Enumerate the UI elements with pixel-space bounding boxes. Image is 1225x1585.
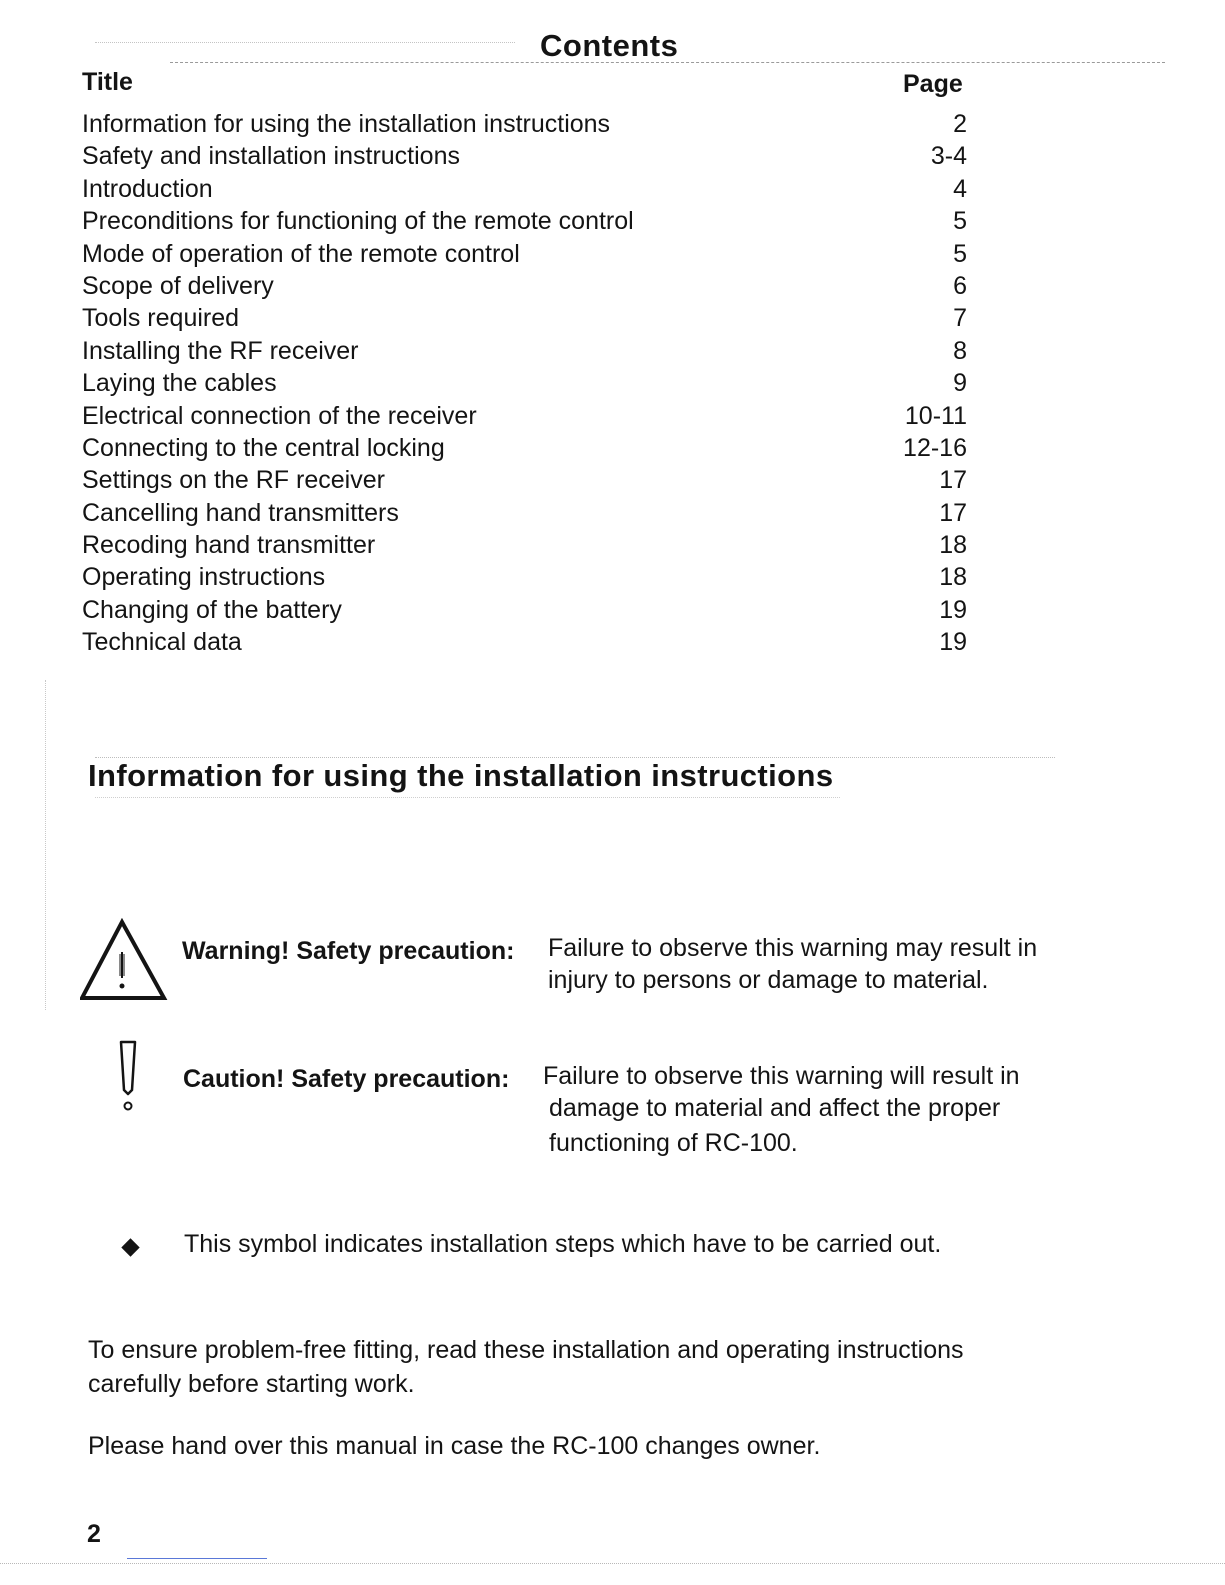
table-of-contents [82, 109, 967, 660]
toc-title: Laying the cables [82, 369, 277, 398]
contents-heading: Contents [540, 28, 679, 63]
title-column-header: Title [82, 68, 133, 96]
toc-row [82, 627, 967, 659]
toc-title: Cancelling hand transmitters [82, 498, 399, 527]
section-title: Information for using the installation instructions [88, 758, 834, 793]
toc-row [82, 562, 967, 594]
toc-page: 4 [953, 174, 967, 203]
toc-title: Preconditions for functioning of the remote control [82, 207, 634, 236]
toc-row [82, 109, 967, 141]
warning-text-line: Failure to observe this warning may result in [548, 934, 1038, 962]
toc-title: Technical data [82, 628, 242, 657]
header-scan-line [95, 42, 515, 43]
toc-row [82, 141, 967, 173]
toc-row [82, 465, 967, 497]
diamond-bullet-icon [121, 1238, 139, 1256]
toc-page: 5 [953, 239, 967, 268]
warning-triangle-icon [80, 918, 168, 1002]
toc-page: 18 [939, 531, 967, 560]
caution-exclamation-icon [116, 1040, 140, 1114]
toc-title: Information for using the installation instructions [82, 110, 611, 138]
toc-page: 2 [953, 110, 967, 138]
toc-row [82, 336, 967, 368]
toc-title: Installing the RF receiver [82, 336, 359, 365]
toc-row [82, 433, 967, 465]
toc-row [82, 206, 967, 238]
caution-text-line: Failure to observe this warning will result in [543, 1062, 1020, 1090]
toc-page: 6 [953, 271, 967, 300]
page-number: 2 [87, 1520, 101, 1548]
toc-title: Scope of delivery [82, 271, 274, 300]
toc-page: 17 [939, 466, 967, 495]
owner-paragraph: Please hand over this manual in case the RC-100 changes owner. [88, 1432, 821, 1460]
toc-page: 9 [953, 369, 967, 398]
toc-title: Mode of operation of the remote control [82, 239, 520, 268]
toc-title: Safety and installation instructions [82, 142, 460, 171]
toc-row [82, 595, 967, 627]
toc-row [82, 498, 967, 530]
toc-title: Connecting to the central locking [82, 433, 445, 462]
toc-page: 18 [939, 563, 967, 592]
page-column-header: Page [903, 70, 963, 98]
toc-title: Recoding hand transmitter [82, 531, 376, 560]
warning-text-line: injury to persons or damage to material. [548, 966, 989, 994]
toc-page: 19 [939, 595, 967, 624]
intro-paragraph-line: To ensure problem-free fitting, read these installation and operating instructions [88, 1336, 964, 1364]
toc-page: 8 [953, 336, 967, 365]
caution-text-line: damage to material and affect the proper [549, 1094, 1001, 1122]
scan-margin-marks [45, 680, 46, 1010]
section-rule-bottom [95, 797, 840, 798]
toc-row [82, 271, 967, 303]
toc-title: Settings on the RF receiver [82, 466, 385, 495]
toc-row [82, 401, 967, 433]
caution-text-line: functioning of RC-100. [549, 1129, 798, 1157]
toc-title: Introduction [82, 174, 213, 203]
toc-row [82, 239, 967, 271]
caution-label: Caution! Safety precaution: [183, 1065, 510, 1093]
intro-paragraph-line: carefully before starting work. [88, 1370, 415, 1398]
toc-row [82, 530, 967, 562]
toc-page: 17 [939, 498, 967, 527]
toc-row [82, 174, 967, 206]
toc-title: Changing of the battery [82, 595, 342, 624]
toc-page: 19 [939, 628, 967, 657]
toc-page: 10-11 [904, 401, 967, 430]
toc-page: 7 [953, 304, 967, 333]
toc-title: Electrical connection of the receiver [82, 401, 477, 430]
toc-title: Tools required [82, 304, 240, 333]
toc-row [82, 368, 967, 400]
toc-title: Operating instructions [82, 563, 326, 592]
warning-label: Warning! Safety precaution: [182, 937, 515, 965]
toc-page: 3-4 [930, 142, 967, 171]
toc-page: 12-16 [903, 433, 967, 462]
footer-rule [0, 1563, 1225, 1564]
toc-page: 5 [953, 207, 967, 236]
toc-row [82, 303, 967, 335]
footer-underline [127, 1558, 267, 1559]
step-symbol-text: This symbol indicates installation steps which have to be carried out. [184, 1230, 942, 1258]
